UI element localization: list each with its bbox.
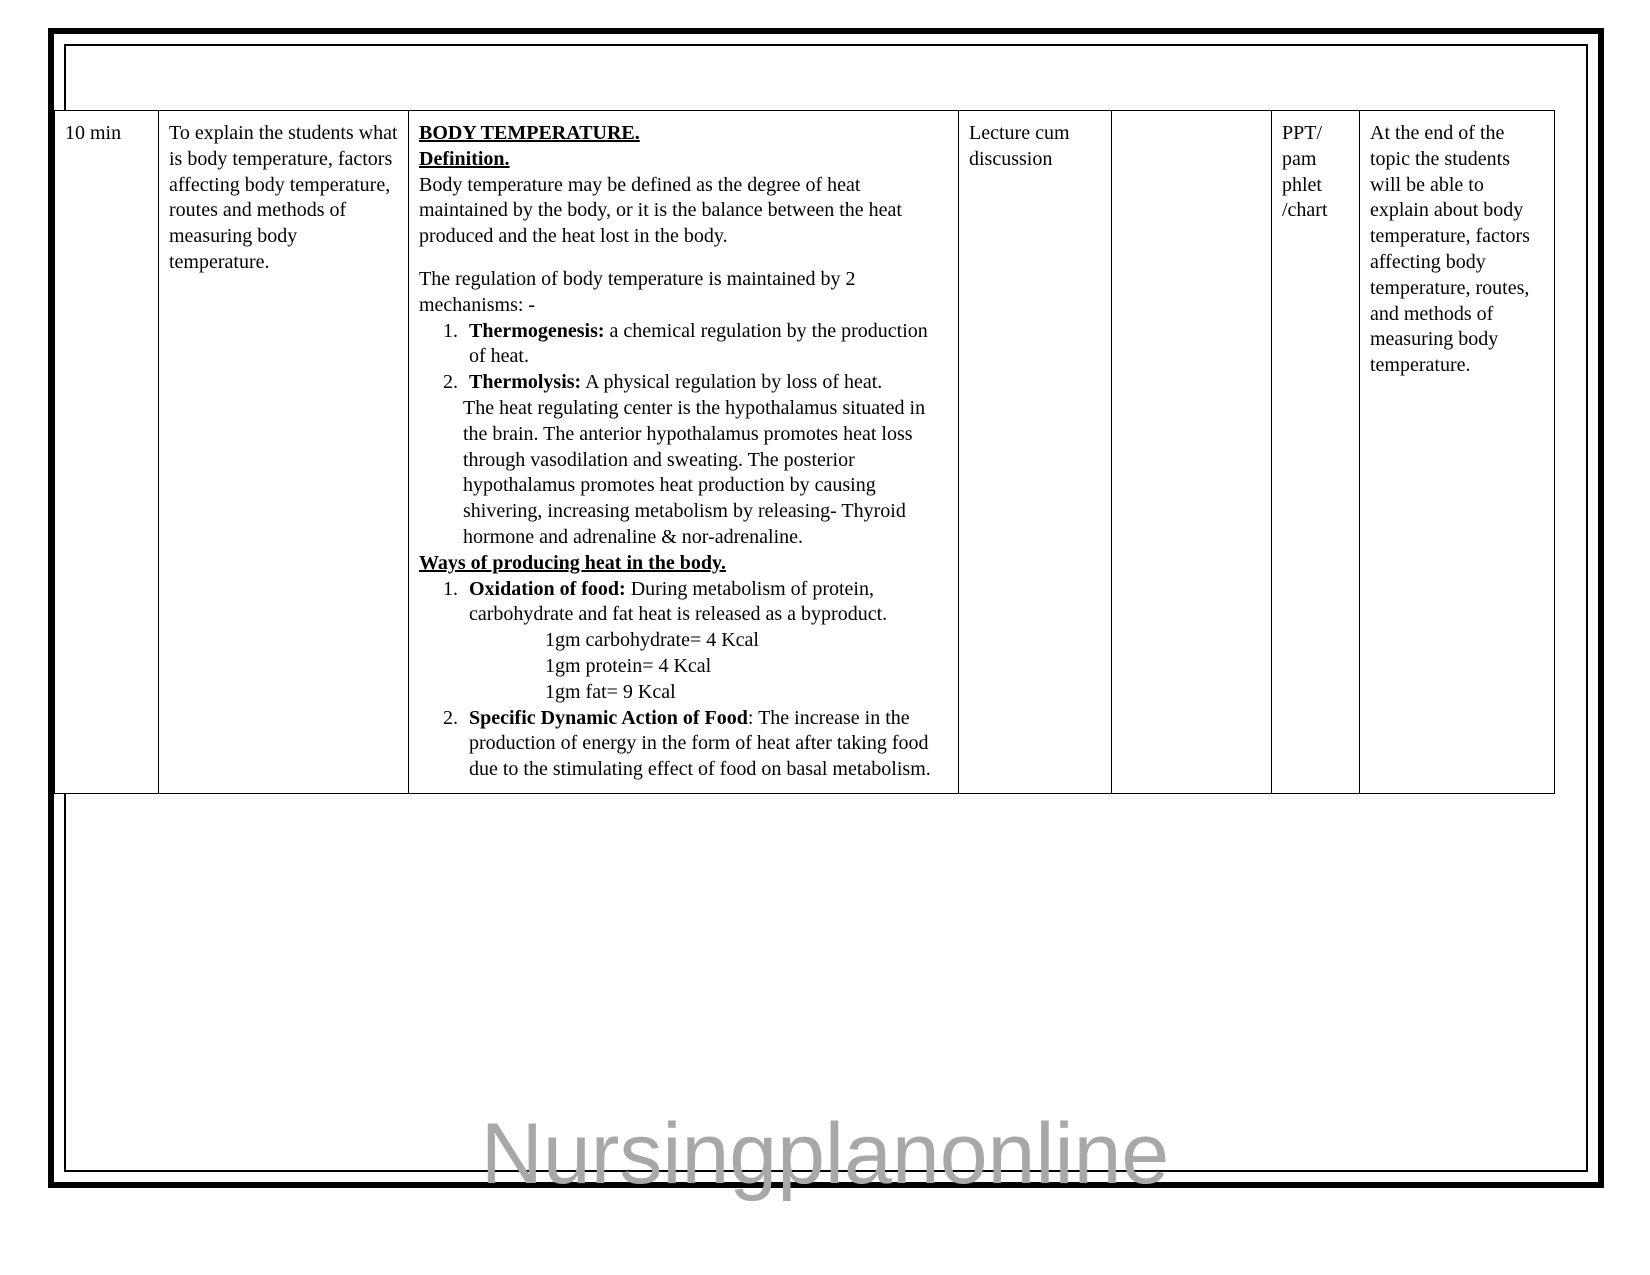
hypothalamus-text: The heat regulating center is the hypothalamus situated in the brain. The anterior hypothalamus promotes heat loss through vasodilation and sweating. The posterior hypothalamus promotes heat production by causing shivering, increasing metabolism by releasing- Thyroid hormone and adrenaline & nor-adrenaline.: [463, 396, 926, 548]
way-2-term: Specific Dynamic Action of Food: [469, 706, 748, 729]
list-item: [463, 319, 949, 371]
list-item: [463, 370, 949, 396]
regulation-intro: The regulation of body temperature is maintained by 2 mechanisms: -: [419, 267, 856, 316]
watermark-text: Nursingplanonline: [480, 1106, 1170, 1202]
list-item: [463, 577, 949, 706]
list-item: [463, 706, 949, 783]
cell-learner-activity: [1112, 111, 1272, 794]
cell-teaching-method: [959, 111, 1112, 794]
cell-av-aids: [1272, 111, 1360, 794]
cell-content: [409, 111, 959, 794]
way-1-values: [469, 628, 949, 705]
ways-list: [419, 577, 949, 783]
objective-text: To explain the students what is body temperature, factors affecting body temperature, routes and methods of measuring body temperature.: [169, 122, 398, 273]
cell-objective: [159, 111, 409, 794]
kcal-protein: 1gm protein= 4 Kcal: [545, 654, 712, 677]
hypothalamus-block: [419, 396, 949, 551]
method-text: Lecture cum discussion: [969, 122, 1070, 170]
cell-evaluation: [1360, 111, 1555, 794]
kcal-carbohydrate: 1gm carbohydrate= 4 Kcal: [545, 629, 759, 652]
definition-heading: Definition.: [419, 147, 510, 170]
mechanism-2-text: A physical regulation by loss of heat.: [581, 371, 883, 394]
way-2-text: : The increase in the production of energy in the form of heat after taking food due to the stimulating effect of food on basal metabolism.: [469, 706, 931, 781]
way-1-term: Oxidation of food:: [469, 577, 626, 600]
time-value: 10 min: [65, 122, 122, 144]
ways-heading: Ways of producing heat in the body.: [419, 551, 726, 574]
mechanism-2-term: Thermolysis:: [469, 371, 582, 394]
definition-text: Body temperature may be defined as the degree of heat maintained by the body, or it is the balance between the heat produced and the heat lost in the body.: [419, 173, 902, 248]
paragraph-spacer: [419, 250, 949, 267]
kcal-fat: 1gm fat= 9 Kcal: [545, 680, 676, 703]
way-1-text: During metabolism of protein, carbohydrate and fat heat is released as a byproduct.: [469, 577, 888, 626]
aids-text: PPT/ pam phlet /chart: [1282, 122, 1328, 222]
evaluation-text: At the end of the topic the students will be able to explain about body temperature, factors affecting body temperature, routes, and methods of measuring body temperature.: [1370, 122, 1530, 377]
mechanism-1-text: a chemical regulation by the production of heat.: [469, 319, 928, 368]
table-row: [55, 111, 1555, 794]
mechanisms-list: [419, 319, 949, 396]
lesson-plan-table: [54, 110, 1555, 794]
content-title: BODY TEMPERATURE.: [419, 122, 640, 144]
cell-time: [55, 111, 159, 794]
mechanism-1-term: Thermogenesis:: [469, 319, 605, 342]
